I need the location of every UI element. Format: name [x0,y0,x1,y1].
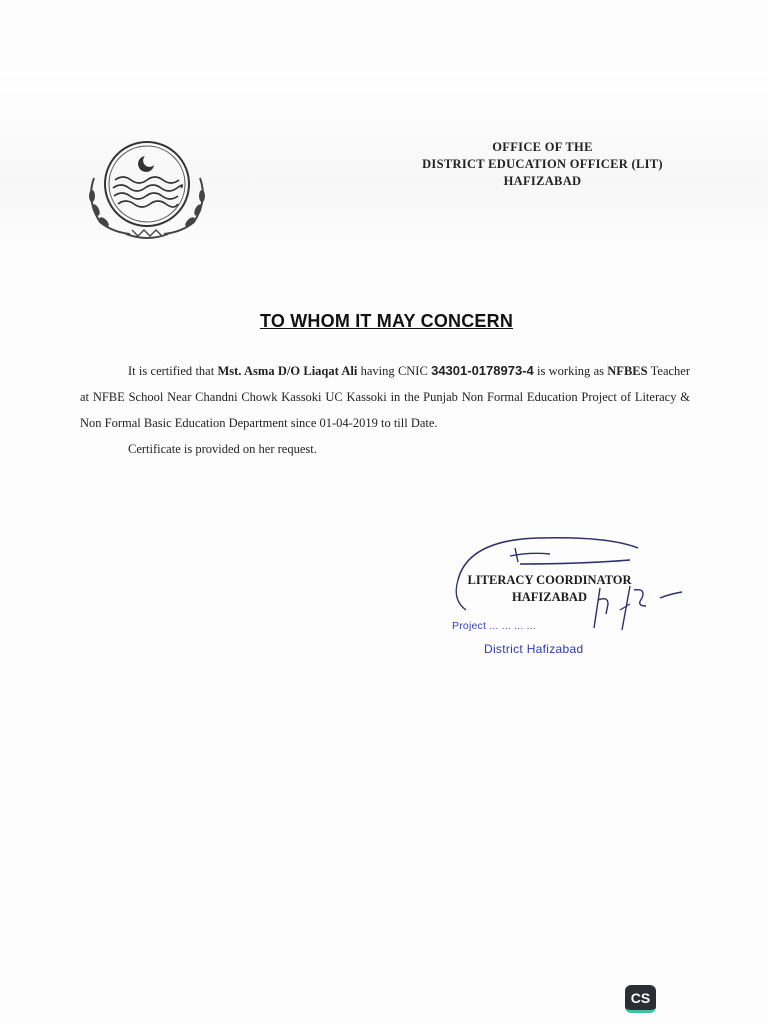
p1-working: is working as [533,364,608,378]
p1-rest: Teacher at NFBE School Near Chandni Chowk Kassoki UC Kassoki in the Punjab Non Formal Education Project of Literacy & Non Formal Basic Education Department since 01-04-2019 to till Date. [80,364,690,430]
camscanner-badge: CS [625,985,656,1013]
cnic-number: 34301-0178973-4 [431,363,534,378]
stamp-line-1: Project ... ... ... ... [452,620,536,632]
document-heading: TO WHOM IT MAY CONCERN [259,311,514,331]
signatory-title [457,572,642,606]
p1-intro: It is certified that [128,364,218,378]
office-line-1: OFFICE OF THE [492,140,593,154]
stamp-line-2: District Hafizabad [484,642,584,656]
office-line-3: HAFIZABAD [503,174,582,188]
signatory-line-1: LITERACY COORDINATOR [467,573,632,587]
signatory-line-2: HAFIZABAD [511,590,587,604]
certificate-paragraph-2: Certificate is provided on her request. [128,442,317,456]
p1-having: having CNIC [357,364,432,378]
punjab-govt-emblem-icon [82,138,212,242]
office-line-2: DISTRICT EDUCATION OFFICER (LIT) [422,157,663,171]
certificate-body [80,358,690,462]
certificate-paragraph-1 [80,358,690,436]
employee-name: Mst. Asma D/O Liaqat Ali [217,364,358,378]
employee-role: NFBES [607,364,648,378]
office-address [405,139,680,190]
